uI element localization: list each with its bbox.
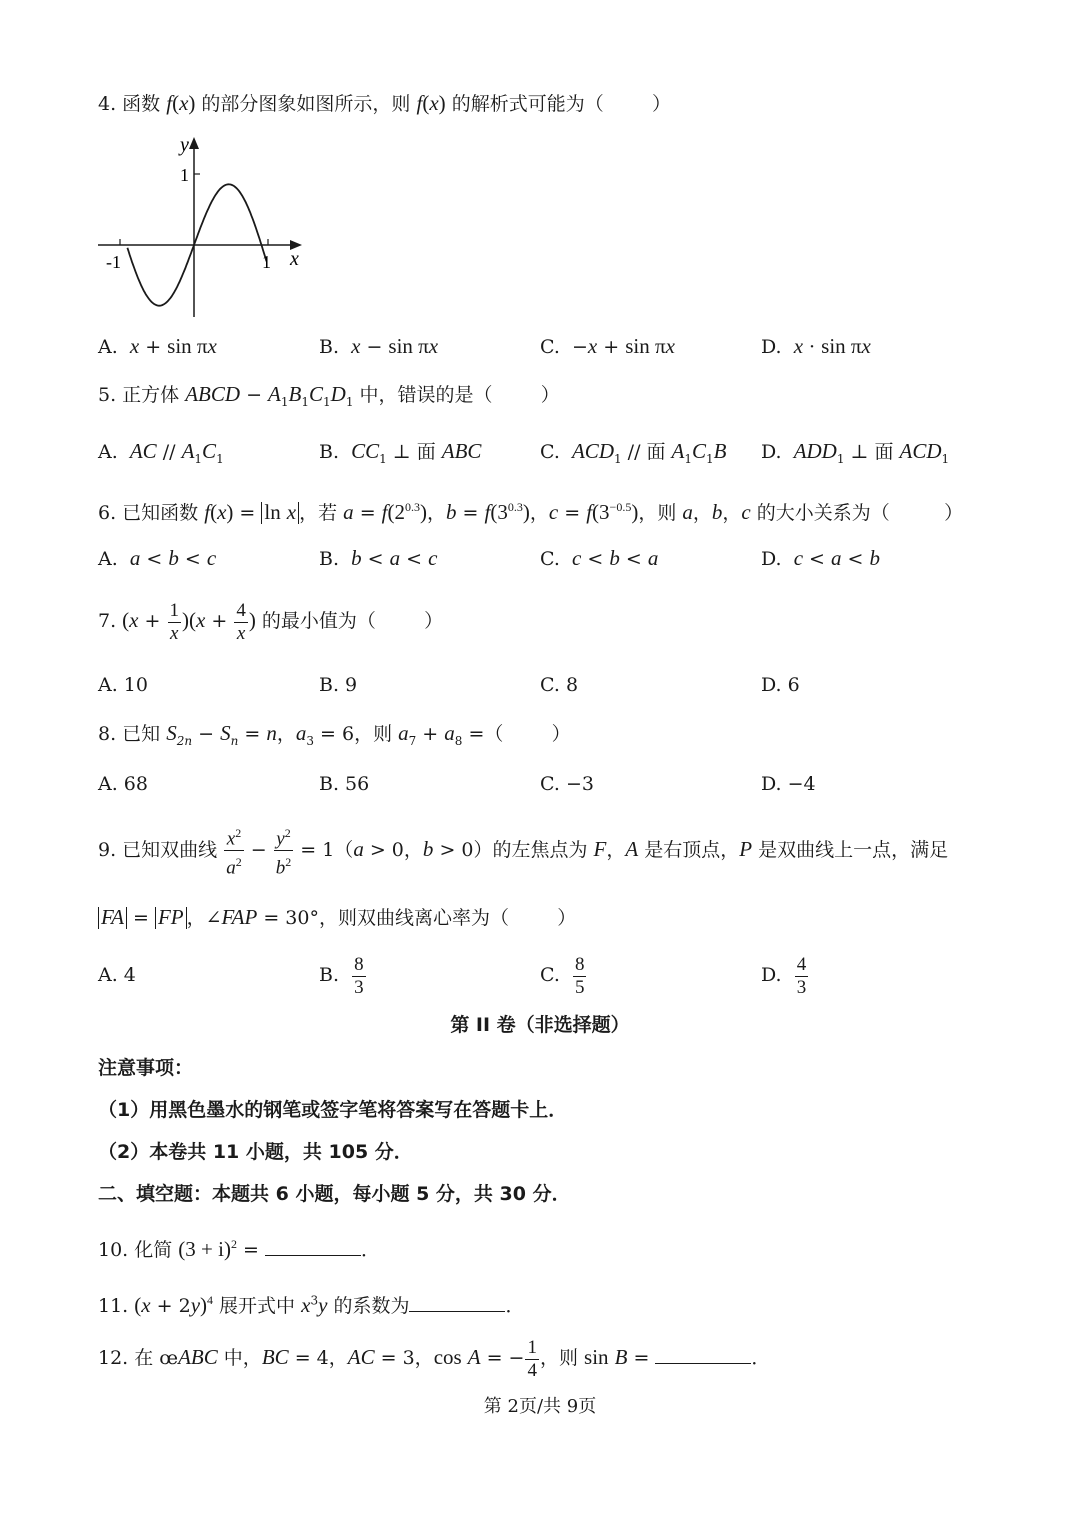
q9-option-b[interactable]: B. $\frac{8}{3}$: [319, 953, 364, 998]
q10-answer-blank[interactable]: [265, 1237, 361, 1256]
q7-option-b[interactable]: B. 9: [319, 674, 358, 696]
q9-option-c[interactable]: C. $\frac{8}{5}$: [540, 953, 585, 998]
q7-stem: 7. (x + $\frac{1}{x}$ )(x + $\frac{4}{x}$ ) 的最小值为（ ）: [98, 599, 444, 644]
x-axis-label: x: [290, 248, 299, 270]
function-graph: [96, 133, 316, 323]
notes-title: 注意事项：: [98, 1057, 194, 1079]
q7-option-c[interactable]: C. 8: [540, 674, 579, 696]
q9-stem-line1: 9. 已知双曲线 $\frac{x^2}{a^2}$ − $\frac{y^2}{b^2}$ = 1（a > 0，b > 0）的左焦点为 F，A 是右顶点，P 是双曲线上一点，满足: [98, 822, 948, 880]
q8-stem: 8. 已知 $S_{2n} - S_n = n$，$a_3 = 6$，则 $a_7 + a_8$ =（ ）: [98, 721, 571, 748]
q8-option-d[interactable]: D. −4: [761, 773, 816, 795]
q10-stem: 10. 化简 $(3 + i)^2$ = ．: [98, 1237, 380, 1261]
q4-stem: 4. 函数 f(x) 的部分图象如图所示，则 f(x) 的解析式可能为（ ）: [98, 91, 672, 115]
q8-option-c[interactable]: C. −3: [540, 773, 594, 795]
q8-option-a[interactable]: A. 68: [98, 773, 148, 795]
q9-stem-line2: FA = FP ，∠FAP = 30°，则双曲线离心率为（ ）: [98, 903, 576, 932]
q7-option-d[interactable]: D. 6: [761, 674, 800, 696]
q9-option-d[interactable]: D. $\frac{4}{3}$: [761, 953, 807, 998]
q12-stem: 12. 在 œABC 中，BC = 4，AC = 3，cos A = − $\frac{1}{4}$ ，则 sin B = ．: [98, 1336, 771, 1381]
q4-option-c[interactable]: C. −x + sin πx: [540, 334, 675, 358]
q12-answer-blank[interactable]: [655, 1345, 751, 1364]
q6-option-c[interactable]: C. c < b < a: [540, 546, 659, 570]
q6-stem: 6. 已知函数 f(x) = ln x ，若 $a = f(2^{0.3})$，$b = f(3^{0.3})$，$c = f(3^{-0.5})$，则 a，b，c 的大小关系为（ ）: [98, 500, 964, 524]
section2-title: 第 II 卷（非选择题）: [450, 1014, 630, 1036]
q5-option-a[interactable]: A. AC // $A_1C_1$: [98, 439, 224, 466]
fill-section-title: 二、填空题：本题共 6 小题，每小题 5 分，共 30 分．: [98, 1183, 571, 1205]
note-2: （2）本卷共 11 小题，共 105 分．: [98, 1141, 413, 1163]
q5-option-d[interactable]: D. $ADD_1$ ⊥ 面 $ACD_1$: [761, 439, 950, 466]
tick-label-xm1: -1: [106, 252, 121, 272]
q6-option-b[interactable]: B. b < a < c: [319, 546, 438, 570]
note-1: （1）用黑色墨水的钢笔或签字笔将答案写在答题卡上．: [98, 1099, 568, 1121]
q5-stem: 5. 正方体 ABCD − $A_1B_1C_1D_1$ 中，错误的是（ ）: [98, 382, 560, 409]
q6-option-d[interactable]: D. c < a < b: [761, 546, 881, 570]
y-axis-label: y: [180, 134, 189, 156]
tick-label-x1: 1: [262, 252, 271, 272]
q8-option-b[interactable]: B. 56: [319, 773, 370, 795]
q5-option-b[interactable]: B. $CC_1$ ⊥ 面 ABC: [319, 439, 482, 466]
q7-option-a[interactable]: A. 10: [98, 674, 148, 696]
q4-option-b[interactable]: B. x − sin πx: [319, 334, 439, 358]
q6-option-a[interactable]: A. a < b < c: [98, 546, 217, 570]
page-footer: 第 2页/共 9页: [483, 1396, 597, 1417]
q9-option-a[interactable]: A. 4: [98, 964, 136, 986]
q5-option-c[interactable]: C. $ACD_1$ // 面 $A_1C_1B$: [540, 439, 727, 466]
q11-stem: 11. $(x + 2y)^4$ 展开式中 $x^3y$ 的系数为 ．: [98, 1293, 525, 1317]
q11-answer-blank[interactable]: [409, 1293, 505, 1312]
q4-option-a[interactable]: A. x + sin πx: [98, 334, 217, 358]
y-axis-arrow: [189, 137, 199, 149]
tick-label-y1: 1: [180, 165, 189, 185]
q4-option-d[interactable]: D. x · sin πx: [761, 334, 871, 358]
